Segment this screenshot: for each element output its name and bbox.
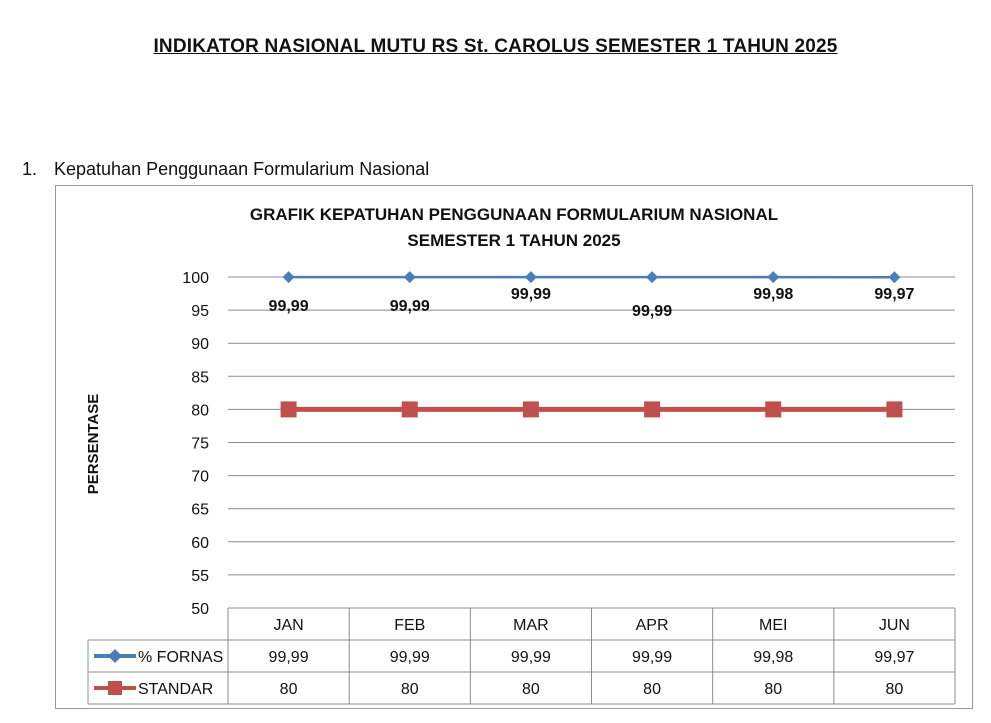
section-title: Kepatuhan Penggunaan Formularium Nasional [54,159,430,179]
y-tick-label: 75 [191,435,209,453]
y-tick-label: 55 [191,567,209,585]
x-category-label: MAR [513,617,549,634]
x-category-label: JUN [878,617,910,634]
y-axis-title: PERSENTASE [85,393,102,495]
table-cell-value: 99,99 [632,649,673,666]
section-number: 1. [22,159,38,179]
y-tick-label: 100 [182,270,209,287]
data-label: 99,97 [874,286,915,304]
table-cell-value: 99,99 [389,649,430,666]
table-cell-value: 80 [885,681,904,698]
legend-marker [108,681,122,695]
legend-label: STANDAR [138,681,214,698]
data-point-standar [886,401,902,417]
x-category-label: MEI [759,617,788,634]
data-label: 99,99 [389,298,430,316]
y-tick-label: 95 [191,303,209,321]
y-tick-label: 65 [191,501,209,519]
table-cell-value: 80 [400,681,419,698]
legend-marker [108,649,122,663]
data-point-fornas [525,271,537,283]
table-cell-value: 80 [522,681,540,698]
legend-label: % FORNAS [138,649,224,666]
data-label: 99,98 [753,286,794,304]
table-cell-value: 99,98 [753,649,794,666]
x-category-label: FEB [394,617,426,634]
data-point-standar [402,401,418,417]
table-cell-value: 99,97 [874,649,915,666]
data-labels [269,286,915,320]
data-label: 99,99 [268,298,309,316]
data-point-standar [281,401,297,417]
table-cell-value: 80 [764,681,783,698]
data-point-standar [644,401,660,417]
y-tick-label: 90 [191,336,209,354]
table-cell-value: 80 [279,681,298,698]
data-point-standar [523,401,539,417]
data-point-fornas [646,271,658,283]
data-label: 99,99 [632,303,673,321]
table-cell-value: 99,99 [510,649,551,666]
y-tick-label: 80 [191,402,209,420]
axis-labels [85,270,209,618]
data-point-fornas [767,271,779,283]
data-point-standar [765,401,781,417]
chart-title-line-2: SEMESTER 1 TAHUN 2025 [407,231,621,250]
y-tick-label: 60 [191,534,209,552]
y-tick-label: 50 [191,601,209,618]
data-table [88,608,955,704]
y-tick-label: 70 [191,468,209,486]
data-label: 99,99 [510,286,551,304]
x-category-label: JAN [273,617,304,634]
table-cell-value: 99,99 [268,649,309,666]
y-tick-label: 85 [191,369,209,387]
chart-title-line-1: GRAFIK KEPATUHAN PENGGUNAAN FORMULARIUM NASIONAL [249,205,779,224]
x-category-label: APR [635,617,669,634]
document-title: INDIKATOR NASIONAL MUTU RS St. CAROLUS SEMESTER 1 TAHUN 2025 [153,36,838,57]
table-cell-value: 80 [643,681,661,698]
grid-lines [228,277,955,608]
data-point-fornas [888,271,900,283]
series-layer [281,271,903,417]
data-point-fornas [283,271,295,283]
data-point-fornas [404,271,416,283]
